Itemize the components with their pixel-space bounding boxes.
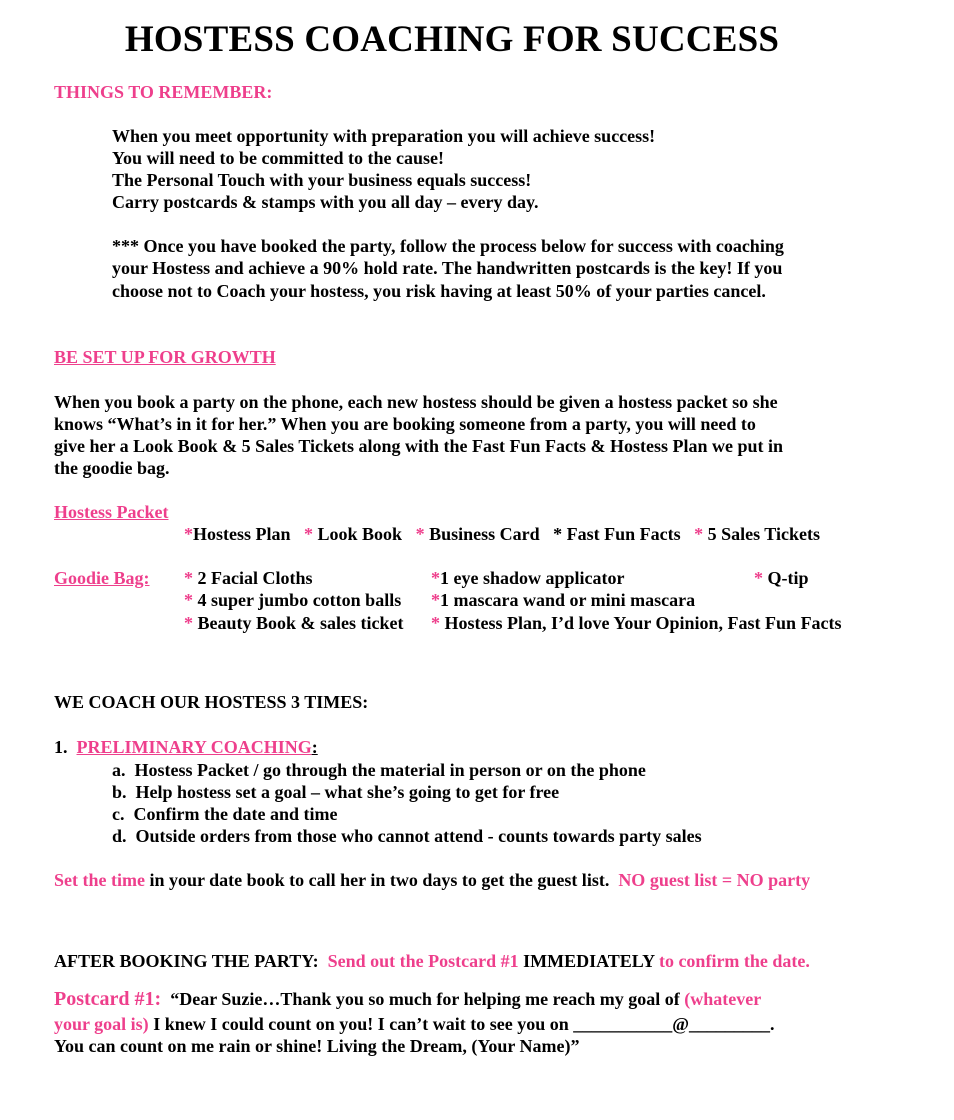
note-line: *** Once you have booked the party, follow the process below for success with coaching bbox=[112, 236, 784, 256]
note-line: your Hostess and achieve a 90% hold rate. The handwritten postcards is the key! If you bbox=[112, 258, 783, 278]
bullet-star: * bbox=[754, 568, 763, 588]
growth-heading: BE SET UP FOR GROWTH bbox=[54, 347, 276, 367]
goodie-item bbox=[184, 568, 313, 589]
postcard-goal-cont: your goal is) bbox=[54, 1014, 149, 1034]
postcard-label: Postcard #1: bbox=[54, 988, 162, 1010]
bullet-star: * bbox=[553, 524, 563, 544]
goodie-label: Goodie Bag: bbox=[54, 568, 150, 588]
prelim-title: PRELIMINARY COACHING bbox=[76, 737, 312, 757]
set-time-text: in your date book to call her in two days to get the guest list. bbox=[144, 870, 619, 890]
item-text: Outside orders from those who cannot attend - counts towards party sales bbox=[135, 826, 702, 846]
set-time-label: Set the time bbox=[54, 870, 145, 890]
bullet-star: * bbox=[694, 524, 704, 544]
no-guest-list: NO guest list = NO party bbox=[618, 870, 811, 890]
bullet-star: * bbox=[304, 524, 314, 544]
item-letter: d. bbox=[112, 826, 127, 846]
bullet-star: * bbox=[184, 613, 193, 633]
set-time-line bbox=[54, 870, 810, 891]
note-line: choose not to Coach your hostess, you risk having at least 50% of your parties cancel. bbox=[112, 281, 766, 301]
packet-items bbox=[184, 524, 820, 545]
goodie-text: 4 super jumbo cotton balls bbox=[193, 590, 402, 610]
packet-item: Business Card bbox=[424, 524, 540, 544]
goodie-item bbox=[431, 568, 625, 589]
growth-line: the goodie bag. bbox=[54, 458, 170, 478]
goodie-text: Hostess Plan, I’d love Your Opinion, Fast Fun Facts bbox=[440, 613, 842, 633]
things-item: The Personal Touch with your business equals success! bbox=[112, 170, 532, 190]
goodie-item bbox=[184, 590, 401, 611]
goodie-text: 2 Facial Cloths bbox=[193, 568, 313, 588]
goodie-item bbox=[754, 568, 809, 589]
packet-item: Hostess Plan bbox=[193, 524, 291, 544]
after-booking-send: Send out the Postcard #1 bbox=[327, 951, 524, 971]
postcard-goal: (whatever bbox=[684, 989, 762, 1009]
packet-item: Fast Fun Facts bbox=[562, 524, 681, 544]
postcard-line-3: You can count on me rain or shine! Living the Dream, (Your Name)” bbox=[54, 1036, 580, 1056]
bullet-star: * bbox=[415, 524, 425, 544]
prelim-item bbox=[112, 782, 559, 803]
item-text: Confirm the date and time bbox=[133, 804, 338, 824]
prelim-item bbox=[112, 760, 646, 781]
prelim-item bbox=[112, 804, 337, 825]
growth-line: knows “What’s in it for her.” When you are booking someone from a party, you will need to bbox=[54, 414, 756, 434]
packet-item: 5 Sales Tickets bbox=[703, 524, 820, 544]
postcard-text: I knew I could count on you! I can’t wait to see you on ___________@_________. bbox=[148, 1014, 775, 1034]
things-item: When you meet opportunity with preparation you will achieve success! bbox=[112, 126, 656, 146]
prelim-heading bbox=[54, 737, 318, 758]
goodie-text: Beauty Book & sales ticket bbox=[193, 613, 404, 633]
growth-line: When you book a party on the phone, each new hostess should be given a hostess packet so she bbox=[54, 392, 778, 412]
packet-item: Look Book bbox=[313, 524, 403, 544]
prelim-number: 1. bbox=[54, 737, 68, 757]
bullet-star: * bbox=[431, 568, 440, 588]
packet-label: Hostess Packet bbox=[54, 502, 169, 522]
after-booking-immediately: IMMEDIATELY bbox=[523, 951, 655, 971]
bullet-star: * bbox=[184, 568, 193, 588]
things-item: Carry postcards & stamps with you all day – every day. bbox=[112, 192, 539, 212]
goodie-item bbox=[184, 613, 404, 634]
goodie-item bbox=[431, 590, 695, 611]
bullet-star: * bbox=[431, 613, 440, 633]
bullet-star: * bbox=[184, 590, 193, 610]
things-item: You will need to be committed to the cause! bbox=[112, 148, 444, 168]
bullet-star: * bbox=[431, 590, 440, 610]
coach-heading: WE COACH OUR HOSTESS 3 TIMES: bbox=[54, 692, 369, 712]
after-booking-line bbox=[54, 951, 810, 972]
page-title: HOSTESS COACHING FOR SUCCESS bbox=[124, 19, 780, 60]
goodie-text: 1 mascara wand or mini mascara bbox=[440, 590, 696, 610]
things-heading: THINGS TO REMEMBER: bbox=[54, 82, 273, 102]
item-text: Hostess Packet / go through the material in person or on the phone bbox=[134, 760, 646, 780]
growth-line: give her a Look Book & 5 Sales Tickets along with the Fast Fun Facts & Hostess Plan we put in bbox=[54, 436, 784, 456]
item-letter: b. bbox=[112, 782, 127, 802]
goodie-text: 1 eye shadow applicator bbox=[440, 568, 625, 588]
postcard-text: “Dear Suzie…Thank you so much for helping me reach my goal of bbox=[161, 989, 685, 1009]
goodie-text: Q-tip bbox=[763, 568, 809, 588]
prelim-colon: : bbox=[311, 737, 318, 757]
postcard-line-2 bbox=[54, 1014, 774, 1035]
item-letter: a. bbox=[112, 760, 126, 780]
item-text: Help hostess set a goal – what she’s going to get for free bbox=[135, 782, 560, 802]
after-booking-confirm: to confirm the date. bbox=[654, 951, 810, 971]
bullet-star: * bbox=[184, 524, 193, 544]
goodie-item bbox=[431, 613, 842, 634]
postcard-line-1 bbox=[54, 988, 761, 1011]
item-letter: c. bbox=[112, 804, 125, 824]
prelim-item bbox=[112, 826, 702, 847]
after-booking-label: AFTER BOOKING THE PARTY: bbox=[54, 951, 328, 971]
